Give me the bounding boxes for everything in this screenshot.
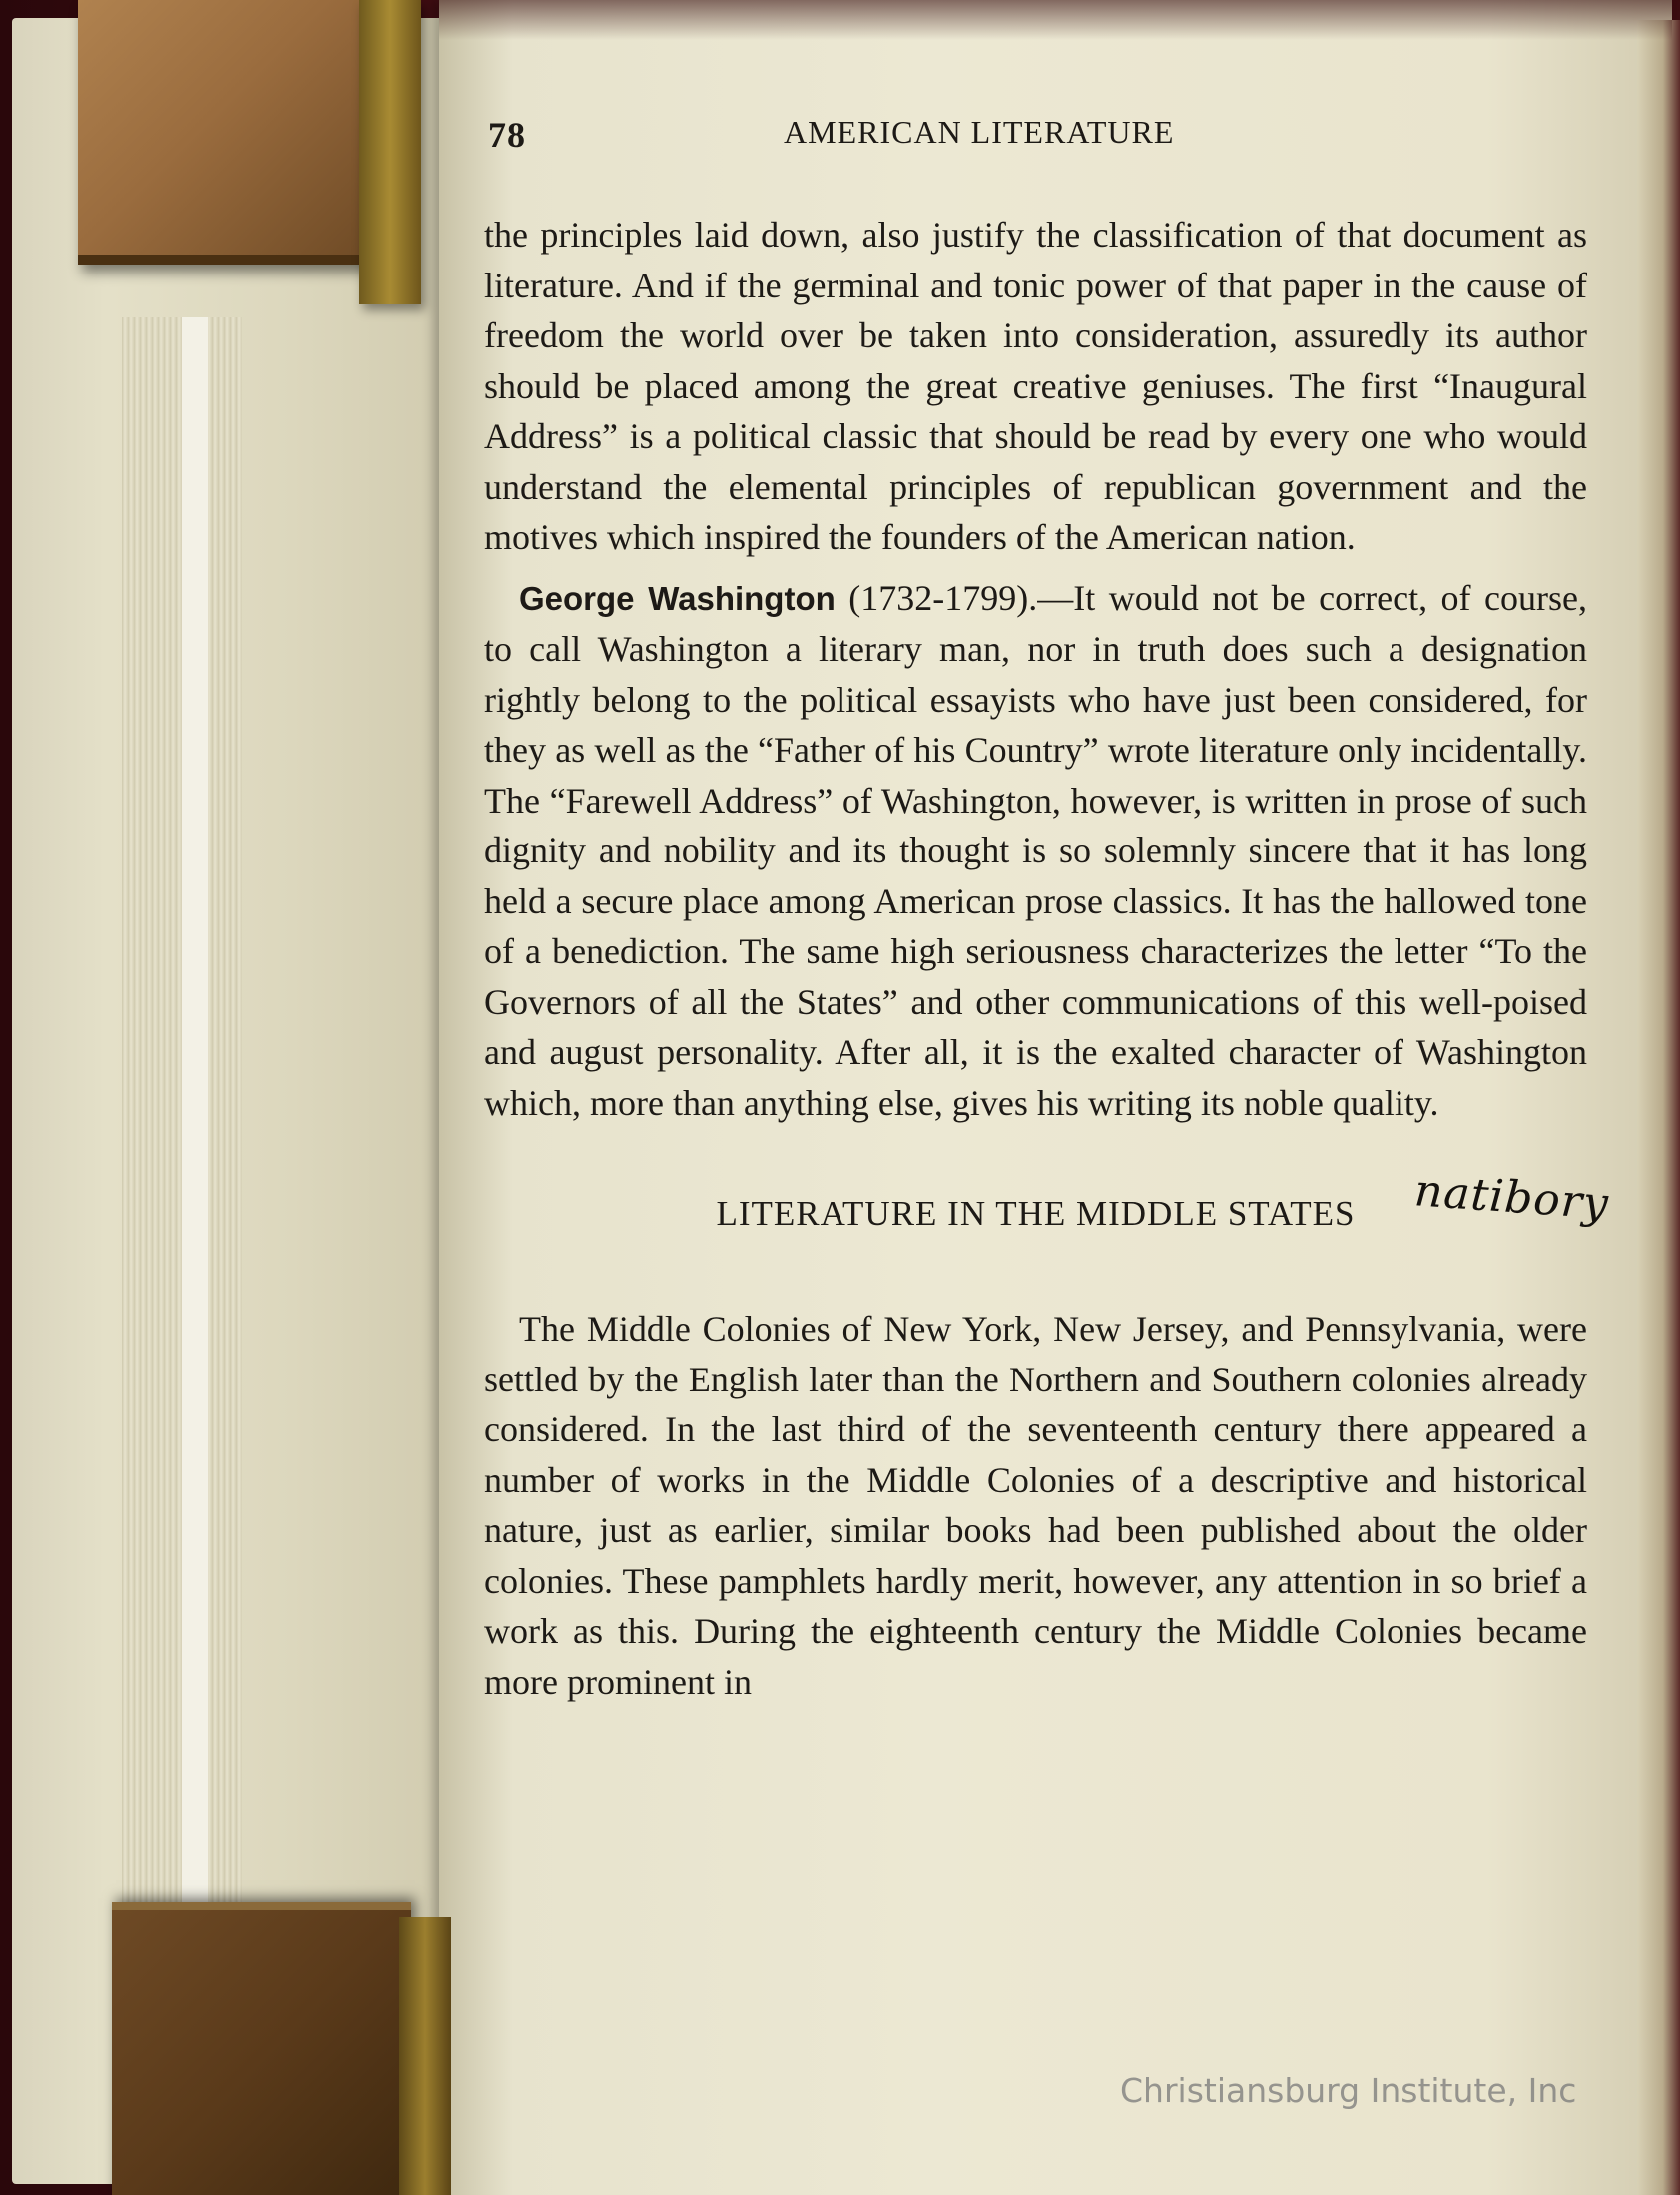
page-edges [12,18,481,2184]
paragraph-inaugural: the principles laid down, also justify the classification of that document as literature. And if the germinal and tonic power of that paper in the cause of freedom the world over be taken into consideration, assuredly its author should be placed among the great creative geniuses. The first “Inaugural Address” is a political classic that should be read by every one who would understand the elemental principles of republican government and the motives which inspired the founders of the American nation. [484,215,1587,557]
page-right-edge [1637,20,1680,2195]
section-heading-wrap [484,1165,1611,1234]
running-head: AMERICAN LITERATURE [784,114,1175,150]
page-top-shadow [439,0,1672,40]
washington-text: (1732-1799).—It would not be correct, of course, to call Washington a literary man, nor in truth does such a designation rightly belong to the political essayists who have just been considered, for they as well as the “Father of his Country” wrote literature only incidentally. The “Farewell Address” of Washington, however, is written in prose of such dignity and nobility and its thought is so solemnly sincere that it has long held a secure place among American prose classics. It has the hallowed tone of a benediction. The same high seriousness characterizes the letter “To the Governors of all the States” and other communications of this well-poised and august personality. After all, it is the exalted character of Washington which, more than anything else, gives his writing its noble quality. [484,577,1587,1123]
section-heading: LITERATURE IN THE MIDDLE STATES [716,1194,1356,1233]
paragraph-middle-colonies: The Middle Colonies of New York, New Jersey, and Pennsylvania, were settled by the English later than the Northern and Southern colonies already considered. In the last third of the seventeenth century there appeared a number of works in the Middle Colonies of a descriptive and historical nature, just as earlier, similar books had been published about the older colonies. These pamphlets hardly merit, however, any attention in so brief a work as this. During the eighteenth century the Middle Colonies became more prominent in [484,1309,1587,1702]
page-header [484,110,1587,170]
handwritten-note: natibory [1412,1165,1611,1230]
page-weight-top [78,0,377,265]
paragraph-washington [484,573,1587,1129]
page-text [484,110,1611,1707]
watermark: Christiansburg Institute, Inc [1120,2071,1577,2110]
washington-heading: George Washington [519,579,836,617]
page-number: 78 [488,115,526,155]
page-weight-bottom-side [399,1917,451,2195]
page-weight-bottom [112,1902,411,2195]
page-edge-highlight [182,317,208,1915]
page-weight-top-side [359,0,421,304]
